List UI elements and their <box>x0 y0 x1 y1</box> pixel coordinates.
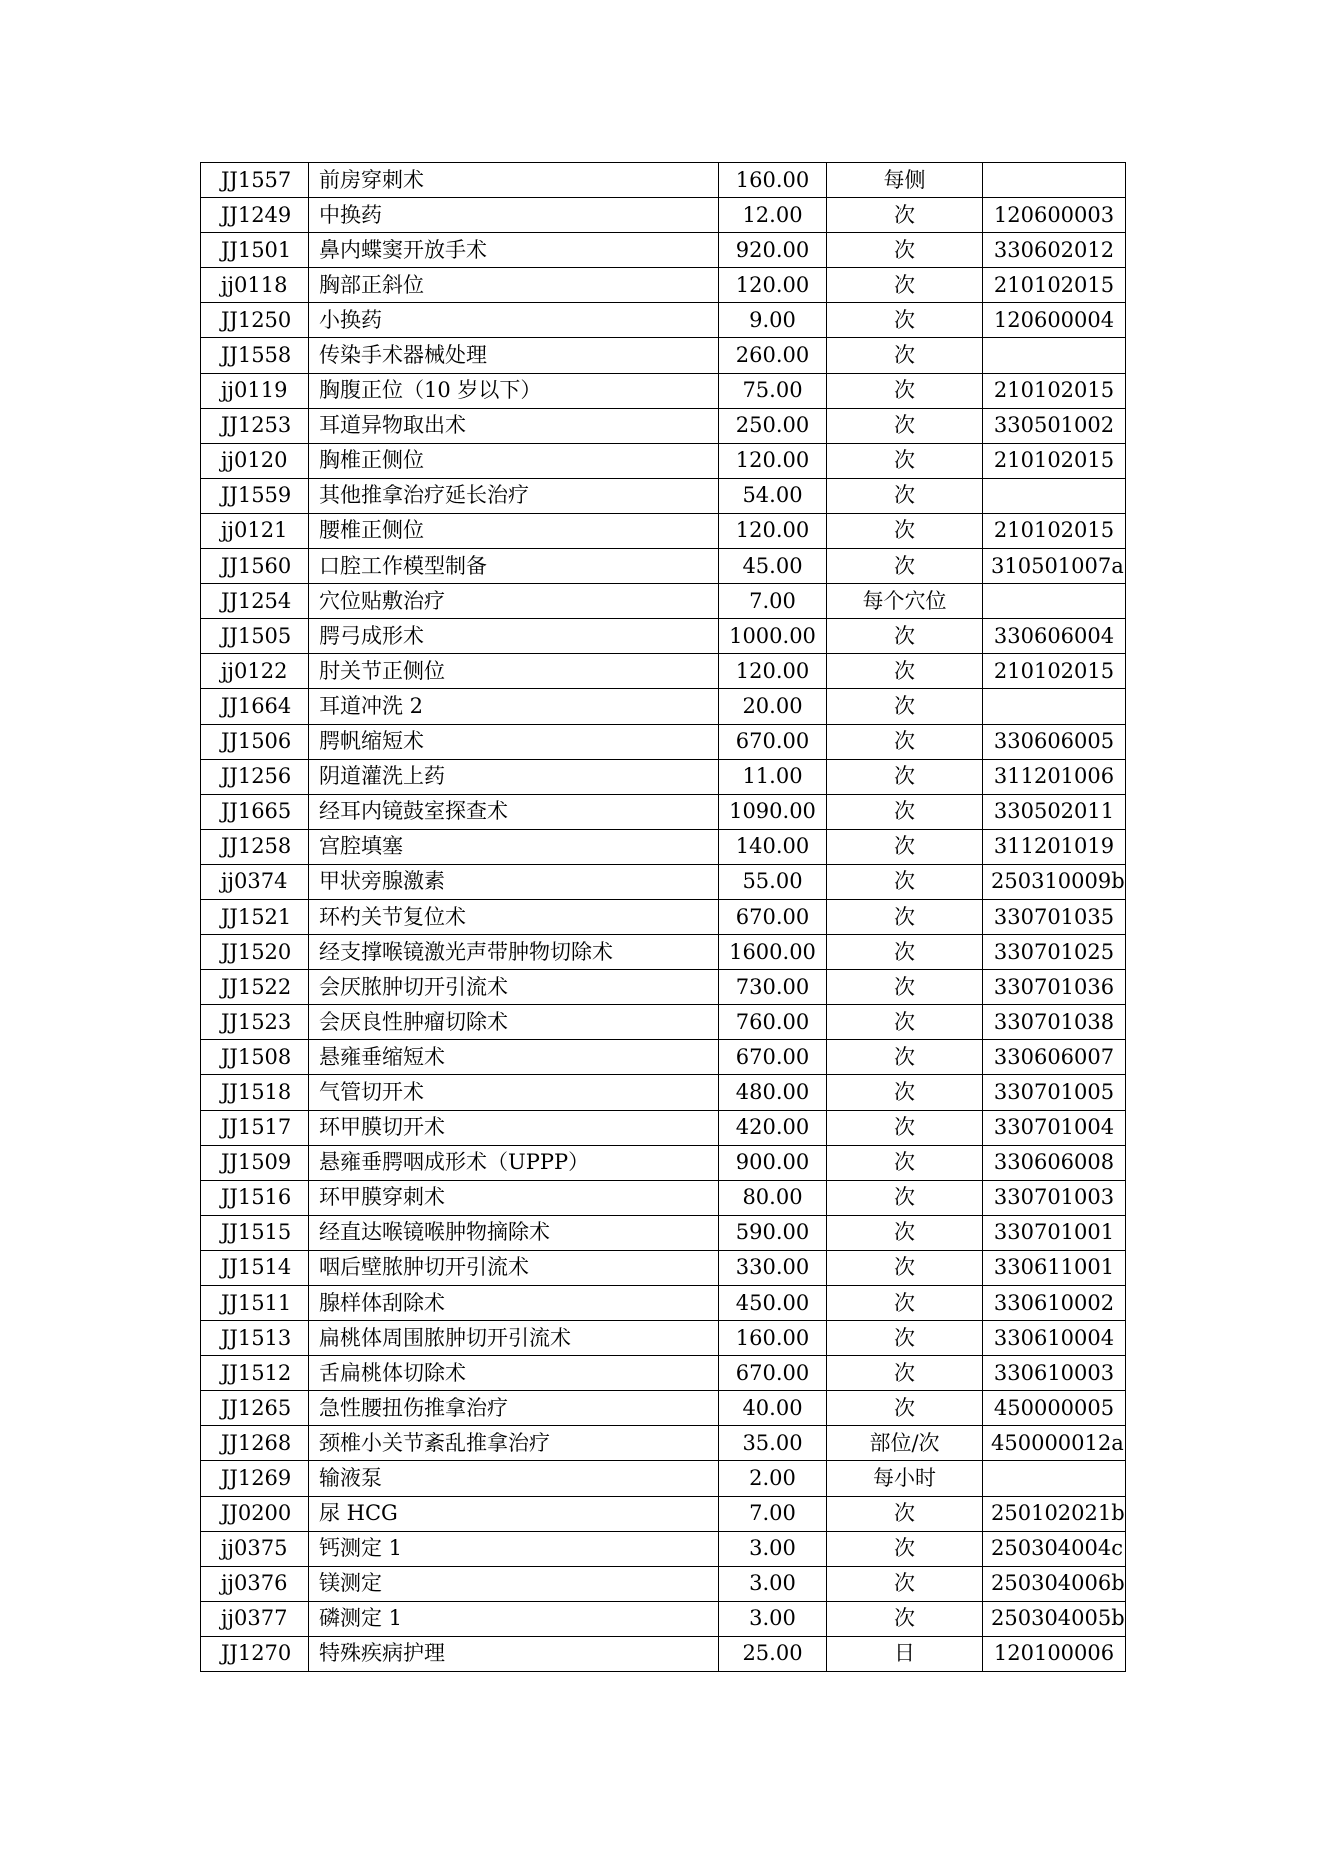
table-row <box>201 1566 1126 1601</box>
item-unit-cell: 次 <box>827 1040 983 1075</box>
item-unit-cell: 次 <box>827 1286 983 1321</box>
item-code-cell: JJ1256 <box>201 759 309 794</box>
item-price-cell: 25.00 <box>719 1636 827 1671</box>
item-name-cell: 会厌脓肿切开引流术 <box>309 970 719 1005</box>
table-row <box>201 408 1126 443</box>
item-price-cell: 420.00 <box>719 1110 827 1145</box>
item-name-cell: 悬雍垂缩短术 <box>309 1040 719 1075</box>
item-name-cell: 耳道异物取出术 <box>309 408 719 443</box>
item-price-cell: 260.00 <box>719 338 827 373</box>
standard-code-cell: 210102015 <box>983 513 1126 548</box>
table-row <box>201 1180 1126 1215</box>
standard-code-cell: 120600004 <box>983 303 1126 338</box>
item-price-cell: 40.00 <box>719 1391 827 1426</box>
item-code-cell: jj0377 <box>201 1601 309 1636</box>
item-unit-cell: 次 <box>827 829 983 864</box>
standard-code-cell <box>983 338 1126 373</box>
price-table <box>200 162 1126 1672</box>
table-row <box>201 654 1126 689</box>
standard-code-cell: 330701025 <box>983 935 1126 970</box>
item-price-cell: 590.00 <box>719 1215 827 1250</box>
item-unit-cell: 次 <box>827 513 983 548</box>
item-name-cell: 经支撑喉镜激光声带肿物切除术 <box>309 935 719 970</box>
table-row <box>201 1636 1126 1671</box>
item-price-cell: 920.00 <box>719 233 827 268</box>
item-price-cell: 1000.00 <box>719 619 827 654</box>
item-price-cell: 11.00 <box>719 759 827 794</box>
item-unit-cell: 次 <box>827 478 983 513</box>
item-code-cell: JJ1557 <box>201 163 309 198</box>
item-price-cell: 670.00 <box>719 1356 827 1391</box>
item-unit-cell: 次 <box>827 1321 983 1356</box>
standard-code-cell: 330701038 <box>983 1005 1126 1040</box>
standard-code-cell: 210102015 <box>983 443 1126 478</box>
item-name-cell: 环杓关节复位术 <box>309 899 719 934</box>
item-code-cell: JJ1522 <box>201 970 309 1005</box>
item-name-cell: 鼻内蝶窦开放手术 <box>309 233 719 268</box>
item-code-cell: JJ1505 <box>201 619 309 654</box>
item-name-cell: 咽后壁脓肿切开引流术 <box>309 1250 719 1285</box>
item-price-cell: 1090.00 <box>719 794 827 829</box>
table-row <box>201 1321 1126 1356</box>
item-code-cell: JJ1253 <box>201 408 309 443</box>
item-unit-cell: 次 <box>827 619 983 654</box>
item-unit-cell: 每小时 <box>827 1461 983 1496</box>
item-name-cell: 穴位贴敷治疗 <box>309 584 719 619</box>
item-name-cell: 腺样体刮除术 <box>309 1286 719 1321</box>
item-unit-cell: 每个穴位 <box>827 584 983 619</box>
table-row <box>201 1426 1126 1461</box>
standard-code-cell: 250304004c <box>983 1531 1126 1566</box>
item-unit-cell: 每侧 <box>827 163 983 198</box>
item-unit-cell: 次 <box>827 1215 983 1250</box>
item-unit-cell: 次 <box>827 233 983 268</box>
item-code-cell: JJ1513 <box>201 1321 309 1356</box>
item-unit-cell: 次 <box>827 198 983 233</box>
item-price-cell: 7.00 <box>719 1496 827 1531</box>
table-row <box>201 513 1126 548</box>
item-name-cell: 小换药 <box>309 303 719 338</box>
item-unit-cell: 次 <box>827 1601 983 1636</box>
item-price-cell: 670.00 <box>719 1040 827 1075</box>
standard-code-cell: 330606005 <box>983 724 1126 759</box>
item-name-cell: 磷测定 1 <box>309 1601 719 1636</box>
item-code-cell: jj0122 <box>201 654 309 689</box>
item-name-cell: 输液泵 <box>309 1461 719 1496</box>
item-name-cell: 前房穿刺术 <box>309 163 719 198</box>
item-unit-cell: 次 <box>827 1110 983 1145</box>
item-name-cell: 尿 HCG <box>309 1496 719 1531</box>
item-code-cell: jj0120 <box>201 443 309 478</box>
item-code-cell: jj0374 <box>201 864 309 899</box>
item-name-cell: 腰椎正侧位 <box>309 513 719 548</box>
item-price-cell: 3.00 <box>719 1601 827 1636</box>
item-price-cell: 730.00 <box>719 970 827 1005</box>
item-unit-cell: 次 <box>827 1566 983 1601</box>
item-code-cell: jj0121 <box>201 513 309 548</box>
item-code-cell: JJ1518 <box>201 1075 309 1110</box>
item-code-cell: JJ1521 <box>201 899 309 934</box>
standard-code-cell: 330701005 <box>983 1075 1126 1110</box>
table-row <box>201 549 1126 584</box>
item-price-cell: 670.00 <box>719 724 827 759</box>
standard-code-cell: 330701004 <box>983 1110 1126 1145</box>
table-row <box>201 478 1126 513</box>
item-unit-cell: 部位/次 <box>827 1426 983 1461</box>
item-code-cell: JJ1269 <box>201 1461 309 1496</box>
table-row <box>201 1005 1126 1040</box>
item-code-cell: jj0119 <box>201 373 309 408</box>
table-row <box>201 373 1126 408</box>
item-price-cell: 120.00 <box>719 513 827 548</box>
table-body <box>201 163 1126 1672</box>
item-name-cell: 传染手术器械处理 <box>309 338 719 373</box>
item-unit-cell: 次 <box>827 899 983 934</box>
item-price-cell: 480.00 <box>719 1075 827 1110</box>
item-price-cell: 760.00 <box>719 1005 827 1040</box>
item-price-cell: 330.00 <box>719 1250 827 1285</box>
item-unit-cell: 次 <box>827 338 983 373</box>
item-price-cell: 12.00 <box>719 198 827 233</box>
item-code-cell: JJ0200 <box>201 1496 309 1531</box>
item-price-cell: 1600.00 <box>719 935 827 970</box>
item-price-cell: 120.00 <box>719 268 827 303</box>
item-price-cell: 900.00 <box>719 1145 827 1180</box>
standard-code-cell: 330606007 <box>983 1040 1126 1075</box>
table-row <box>201 759 1126 794</box>
standard-code-cell: 330701001 <box>983 1215 1126 1250</box>
standard-code-cell: 330701035 <box>983 899 1126 934</box>
table-row <box>201 1040 1126 1075</box>
item-name-cell: 肘关节正侧位 <box>309 654 719 689</box>
item-unit-cell: 次 <box>827 724 983 759</box>
item-unit-cell: 次 <box>827 408 983 443</box>
standard-code-cell <box>983 163 1126 198</box>
item-code-cell: JJ1268 <box>201 1426 309 1461</box>
table-row <box>201 1461 1126 1496</box>
item-unit-cell: 次 <box>827 549 983 584</box>
table-row <box>201 268 1126 303</box>
standard-code-cell: 311201006 <box>983 759 1126 794</box>
standard-code-cell <box>983 689 1126 724</box>
item-price-cell: 35.00 <box>719 1426 827 1461</box>
item-unit-cell: 次 <box>827 1356 983 1391</box>
standard-code-cell <box>983 584 1126 619</box>
standard-code-cell: 311201019 <box>983 829 1126 864</box>
standard-code-cell: 330610003 <box>983 1356 1126 1391</box>
table-row <box>201 1250 1126 1285</box>
item-unit-cell: 次 <box>827 1531 983 1566</box>
item-code-cell: JJ1249 <box>201 198 309 233</box>
standard-code-cell: 210102015 <box>983 654 1126 689</box>
table-row <box>201 303 1126 338</box>
table-row <box>201 899 1126 934</box>
table-row <box>201 689 1126 724</box>
item-unit-cell: 次 <box>827 1250 983 1285</box>
item-code-cell: JJ1508 <box>201 1040 309 1075</box>
item-price-cell: 670.00 <box>719 899 827 934</box>
standard-code-cell: 120600003 <box>983 198 1126 233</box>
standard-code-cell: 330610004 <box>983 1321 1126 1356</box>
item-name-cell: 环甲膜切开术 <box>309 1110 719 1145</box>
item-unit-cell: 次 <box>827 689 983 724</box>
item-code-cell: jj0375 <box>201 1531 309 1566</box>
item-code-cell: JJ1501 <box>201 233 309 268</box>
item-price-cell: 160.00 <box>719 1321 827 1356</box>
item-unit-cell: 次 <box>827 373 983 408</box>
standard-code-cell: 210102015 <box>983 373 1126 408</box>
standard-code-cell: 330610002 <box>983 1286 1126 1321</box>
item-unit-cell: 次 <box>827 443 983 478</box>
item-name-cell: 镁测定 <box>309 1566 719 1601</box>
item-price-cell: 80.00 <box>719 1180 827 1215</box>
item-name-cell: 胸椎正侧位 <box>309 443 719 478</box>
item-unit-cell: 次 <box>827 970 983 1005</box>
standard-code-cell: 330701036 <box>983 970 1126 1005</box>
item-unit-cell: 次 <box>827 654 983 689</box>
item-unit-cell: 日 <box>827 1636 983 1671</box>
standard-code-cell: 330611001 <box>983 1250 1126 1285</box>
item-code-cell: jj0376 <box>201 1566 309 1601</box>
item-code-cell: JJ1511 <box>201 1286 309 1321</box>
item-code-cell: JJ1559 <box>201 478 309 513</box>
standard-code-cell <box>983 478 1126 513</box>
item-code-cell: JJ1558 <box>201 338 309 373</box>
table-row <box>201 233 1126 268</box>
item-unit-cell: 次 <box>827 1391 983 1426</box>
item-name-cell: 特殊疾病护理 <box>309 1636 719 1671</box>
item-price-cell: 75.00 <box>719 373 827 408</box>
item-code-cell: JJ1516 <box>201 1180 309 1215</box>
standard-code-cell: 210102015 <box>983 268 1126 303</box>
item-code-cell: JJ1509 <box>201 1145 309 1180</box>
item-price-cell: 120.00 <box>719 443 827 478</box>
table-row <box>201 794 1126 829</box>
item-price-cell: 160.00 <box>719 163 827 198</box>
table-row <box>201 1601 1126 1636</box>
standard-code-cell: 330701003 <box>983 1180 1126 1215</box>
standard-code-cell <box>983 1461 1126 1496</box>
item-name-cell: 口腔工作模型制备 <box>309 549 719 584</box>
item-code-cell: JJ1258 <box>201 829 309 864</box>
item-price-cell: 120.00 <box>719 654 827 689</box>
item-unit-cell: 次 <box>827 1145 983 1180</box>
table-row <box>201 864 1126 899</box>
item-code-cell: JJ1665 <box>201 794 309 829</box>
item-code-cell: JJ1506 <box>201 724 309 759</box>
item-price-cell: 250.00 <box>719 408 827 443</box>
table-row <box>201 1075 1126 1110</box>
standard-code-cell: 330606004 <box>983 619 1126 654</box>
table-row <box>201 584 1126 619</box>
item-name-cell: 甲状旁腺激素 <box>309 864 719 899</box>
item-price-cell: 20.00 <box>719 689 827 724</box>
item-code-cell: JJ1270 <box>201 1636 309 1671</box>
item-name-cell: 腭弓成形术 <box>309 619 719 654</box>
item-unit-cell: 次 <box>827 935 983 970</box>
item-name-cell: 胸腹正位（10 岁以下） <box>309 373 719 408</box>
item-code-cell: JJ1520 <box>201 935 309 970</box>
table-row <box>201 1531 1126 1566</box>
item-code-cell: JJ1517 <box>201 1110 309 1145</box>
item-name-cell: 胸部正斜位 <box>309 268 719 303</box>
item-unit-cell: 次 <box>827 794 983 829</box>
item-name-cell: 阴道灌洗上药 <box>309 759 719 794</box>
standard-code-cell: 250310009b <box>983 864 1126 899</box>
table-row <box>201 1496 1126 1531</box>
item-price-cell: 3.00 <box>719 1566 827 1601</box>
item-code-cell: JJ1560 <box>201 549 309 584</box>
standard-code-cell: 120100006 <box>983 1636 1126 1671</box>
item-price-cell: 140.00 <box>719 829 827 864</box>
item-unit-cell: 次 <box>827 303 983 338</box>
table-row <box>201 935 1126 970</box>
item-name-cell: 环甲膜穿刺术 <box>309 1180 719 1215</box>
item-price-cell: 55.00 <box>719 864 827 899</box>
table-row <box>201 1391 1126 1426</box>
item-unit-cell: 次 <box>827 1005 983 1040</box>
table-row <box>201 1215 1126 1250</box>
standard-code-cell: 330602012 <box>983 233 1126 268</box>
standard-code-cell: 450000012a <box>983 1426 1126 1461</box>
table-row <box>201 829 1126 864</box>
item-name-cell: 悬雍垂腭咽成形术（UPPP） <box>309 1145 719 1180</box>
item-name-cell: 经耳内镜鼓室探查术 <box>309 794 719 829</box>
standard-code-cell: 330501002 <box>983 408 1126 443</box>
standard-code-cell: 250102021b <box>983 1496 1126 1531</box>
item-price-cell: 450.00 <box>719 1286 827 1321</box>
table-row <box>201 1110 1126 1145</box>
item-price-cell: 9.00 <box>719 303 827 338</box>
item-name-cell: 急性腰扭伤推拿治疗 <box>309 1391 719 1426</box>
item-code-cell: JJ1664 <box>201 689 309 724</box>
item-price-cell: 2.00 <box>719 1461 827 1496</box>
item-code-cell: JJ1512 <box>201 1356 309 1391</box>
item-name-cell: 舌扁桃体切除术 <box>309 1356 719 1391</box>
item-name-cell: 腭帆缩短术 <box>309 724 719 759</box>
standard-code-cell: 250304006b <box>983 1566 1126 1601</box>
table-row <box>201 970 1126 1005</box>
item-name-cell: 耳道冲洗 2 <box>309 689 719 724</box>
item-name-cell: 会厌良性肿瘤切除术 <box>309 1005 719 1040</box>
table-row <box>201 619 1126 654</box>
item-unit-cell: 次 <box>827 1180 983 1215</box>
item-unit-cell: 次 <box>827 1496 983 1531</box>
item-unit-cell: 次 <box>827 1075 983 1110</box>
table-row <box>201 163 1126 198</box>
table-row <box>201 1356 1126 1391</box>
item-unit-cell: 次 <box>827 864 983 899</box>
item-code-cell: JJ1514 <box>201 1250 309 1285</box>
item-code-cell: jj0118 <box>201 268 309 303</box>
item-name-cell: 钙测定 1 <box>309 1531 719 1566</box>
standard-code-cell: 330502011 <box>983 794 1126 829</box>
standard-code-cell: 330606008 <box>983 1145 1126 1180</box>
table-row <box>201 1286 1126 1321</box>
table-row <box>201 198 1126 233</box>
item-name-cell: 气管切开术 <box>309 1075 719 1110</box>
standard-code-cell: 310501007a <box>983 549 1126 584</box>
table-row <box>201 1145 1126 1180</box>
item-name-cell: 扁桃体周围脓肿切开引流术 <box>309 1321 719 1356</box>
item-unit-cell: 次 <box>827 268 983 303</box>
table-row <box>201 338 1126 373</box>
item-name-cell: 颈椎小关节紊乱推拿治疗 <box>309 1426 719 1461</box>
item-price-cell: 45.00 <box>719 549 827 584</box>
standard-code-cell: 250304005b <box>983 1601 1126 1636</box>
item-name-cell: 经直达喉镜喉肿物摘除术 <box>309 1215 719 1250</box>
item-unit-cell: 次 <box>827 759 983 794</box>
table-row <box>201 443 1126 478</box>
table-row <box>201 724 1126 759</box>
standard-code-cell: 450000005 <box>983 1391 1126 1426</box>
item-code-cell: JJ1523 <box>201 1005 309 1040</box>
item-code-cell: JJ1254 <box>201 584 309 619</box>
item-price-cell: 7.00 <box>719 584 827 619</box>
item-name-cell: 宫腔填塞 <box>309 829 719 864</box>
item-code-cell: JJ1250 <box>201 303 309 338</box>
item-name-cell: 中换药 <box>309 198 719 233</box>
item-price-cell: 54.00 <box>719 478 827 513</box>
item-code-cell: JJ1515 <box>201 1215 309 1250</box>
item-price-cell: 3.00 <box>719 1531 827 1566</box>
item-name-cell: 其他推拿治疗延长治疗 <box>309 478 719 513</box>
item-code-cell: JJ1265 <box>201 1391 309 1426</box>
